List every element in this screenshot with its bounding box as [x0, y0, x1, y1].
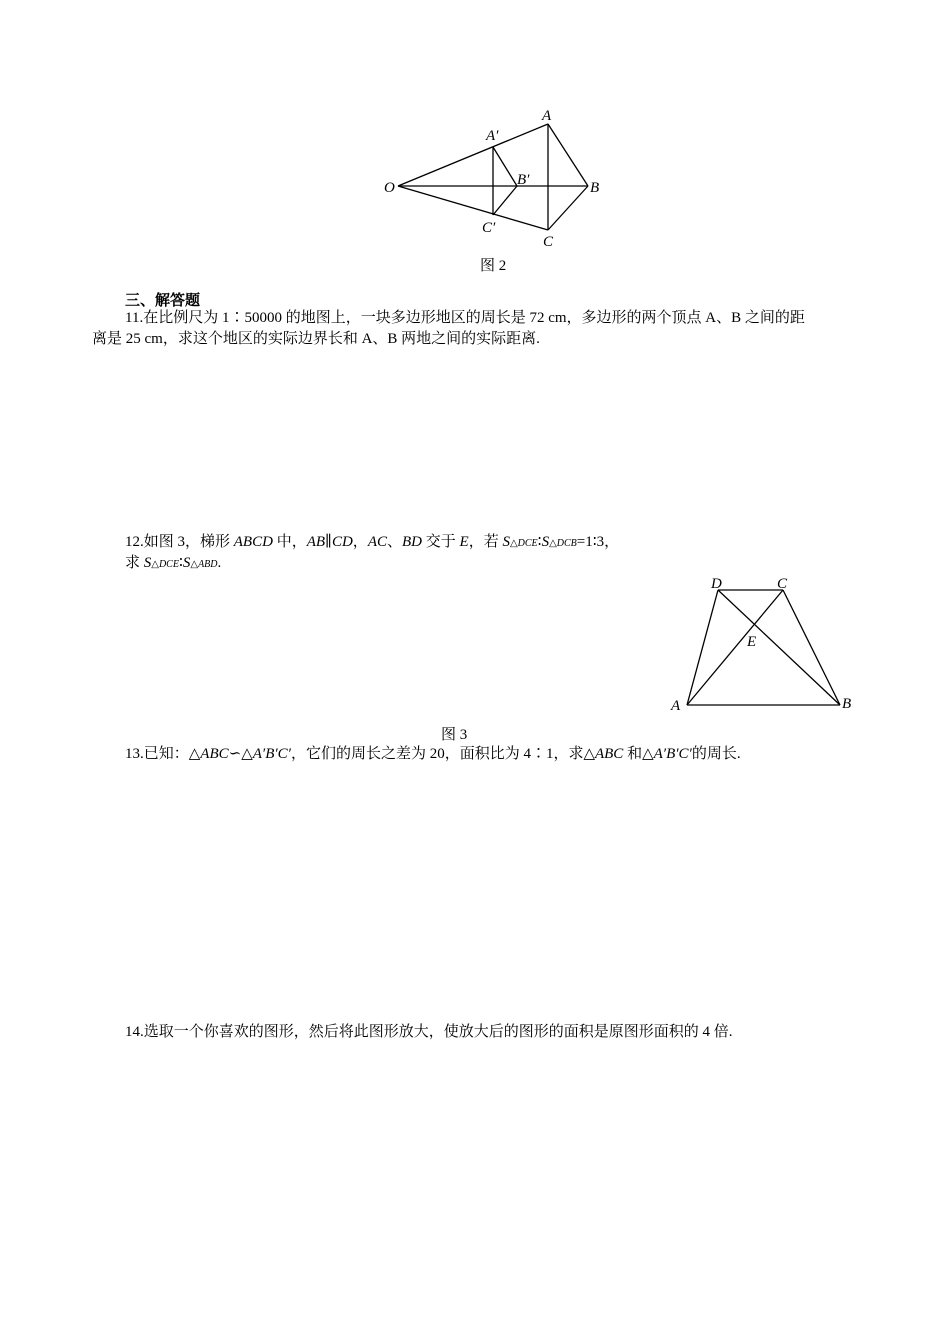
question-12-line-2: 求 S△DCE∶S△ABD. — [125, 555, 222, 571]
point-B-prime-label: B′ — [517, 172, 530, 188]
line-AB — [548, 124, 588, 186]
figure-2-caption: 图 2 — [480, 258, 507, 274]
line-AD — [687, 590, 718, 705]
question-11-line-1: 11.在比例尺为 1∶50000 的地图上，一块多边形地区的周长是 72 cm，多边形的两个顶点 A、B 之间的距 — [125, 310, 805, 326]
point-A-prime-label: A′ — [486, 128, 499, 144]
line-BC — [548, 186, 588, 230]
question-11-line-2: 离是 25 cm，求这个地区的实际边界长和 A、B 两地之间的实际距离. — [92, 331, 540, 347]
point-C-label: C — [543, 234, 554, 250]
point-C-prime-label: C′ — [482, 220, 496, 236]
point-A-label: A — [671, 698, 681, 714]
figure-3-caption: 图 3 — [441, 727, 468, 743]
point-E-label: E — [747, 634, 757, 650]
line-BC — [783, 590, 840, 705]
section-title: 三、解答题 — [125, 293, 201, 309]
line-AC — [687, 590, 783, 705]
point-B-label: B — [842, 696, 852, 712]
line-OC — [398, 186, 548, 230]
point-O-label: O — [384, 180, 395, 196]
question-13: 13.已知：△ABC∽△A′B′C′，它们的周长之差为 20，面积比为 4∶1，求△ABC 和△A′B′C′的周长. — [125, 746, 741, 762]
point-A-label: A — [542, 108, 552, 124]
line-BpCp — [493, 186, 517, 215]
figure-3 — [665, 570, 865, 718]
line-BD — [718, 590, 840, 705]
point-B-label: B — [590, 180, 600, 196]
question-12-line-1: 12.如图 3，梯形 ABCD 中，AB∥CD，AC、BD 交于 E，若 S△DCE∶S△DCB=1∶3， — [125, 534, 620, 550]
point-D-label: D — [711, 576, 722, 592]
point-C-label: C — [777, 576, 788, 592]
line-ApBp — [493, 147, 517, 186]
figure-2 — [380, 100, 610, 250]
question-14: 14.选取一个你喜欢的图形，然后将此图形放大，使放大后的图形的面积是原图形面积的 4 倍. — [125, 1024, 733, 1040]
